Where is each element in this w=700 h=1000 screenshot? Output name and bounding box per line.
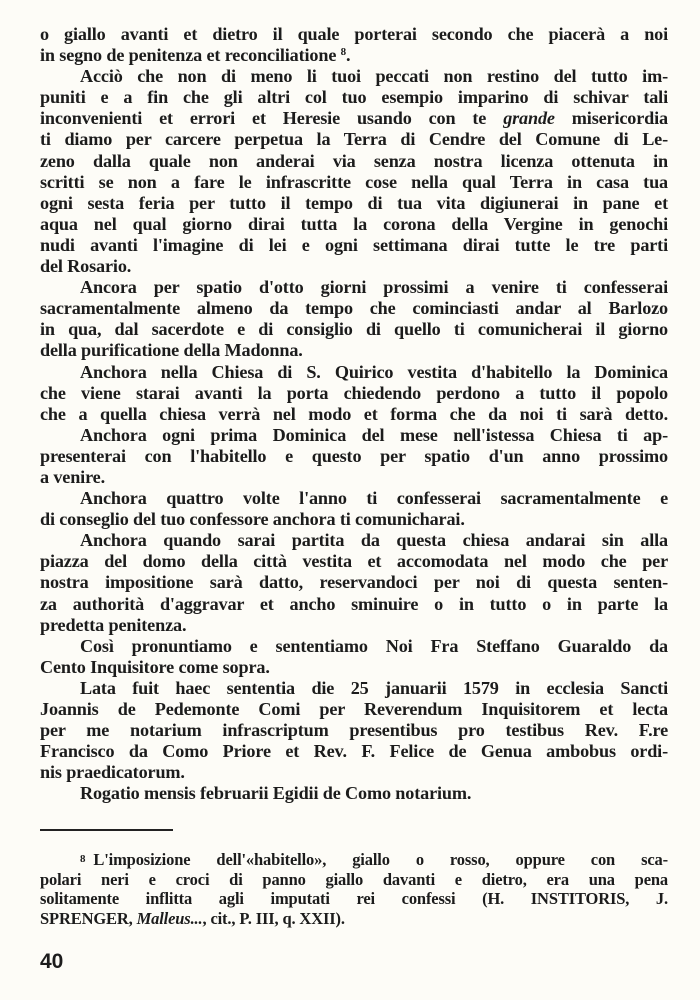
text-line: Lata fuit haec sententia die 25 januarii 1579 in ecclesia Sancti (80, 677, 668, 698)
text-line: Joannis de Pedemonte Comi per Reverendum Inquisitorem et lecta (40, 699, 668, 719)
text-line: o giallo avanti et dietro il quale porterai secondo che piacerà a noi (40, 24, 668, 44)
text-line: zeno dalla quale non anderai via senza nostra licenza ottenuta in (40, 150, 668, 171)
text-line: Così pronuntiamo e sententiamo Noi Fra Steffano Guaraldo da (80, 635, 668, 656)
text-line: puniti e a fin che gli altri col tuo esempio imparino di schivar tali (40, 87, 668, 108)
footnote-line: solitamente inflitta agli imputati rei confessi (H. INSTITORIS, J. (40, 889, 668, 908)
text-line: che viene starai avanti la porta chiedendo perdono a tutto il popolo (40, 382, 668, 403)
text-line: scritti se non a fare le infrascritte cose nella qual Terra in casa tua (40, 171, 668, 192)
text-line: Ancora per spatio d'otto giorni prossimi a venire ti confesserai (80, 277, 668, 298)
text-line: nudi avanti l'imagine di lei e ogni settimana dirai tutte le tre parti (40, 234, 668, 255)
text-line: in qua, dal sacerdote e di consiglio di quello ti comunicherai il giorno (40, 319, 668, 340)
italic-word: grande (503, 108, 555, 129)
text-line: Acciò che non di meno li tuoi peccati non restino del tutto im- (80, 66, 668, 87)
text-line: Anchora quattro volte l'anno ti confesserai sacramentalmente e (80, 488, 668, 509)
footnote (40, 850, 668, 928)
page-number: 40 (40, 950, 64, 973)
text-line: nostra impositione sarà datto, reservandoci per noi di questa senten- (40, 572, 668, 593)
text-line: Cento Inquisitore come sopra. (40, 656, 270, 677)
footnote-line: polari neri e croci di panno giallo davanti e dietro, era una pena (40, 869, 668, 889)
italic-title: Malleus... (136, 908, 203, 928)
main-text (40, 24, 668, 804)
text-line: che a quella chiesa verrà nel modo et forma che da noi ti sarà detto. (40, 403, 668, 424)
text-line: za authorità d'aggravar et ancho sminuire o in tutto o in parte la (40, 593, 668, 614)
text-line: in segno de penitenza et reconciliatione $^8$. (40, 45, 351, 66)
footnote-marker: 8 (80, 853, 86, 865)
text-line: a venire. (40, 466, 105, 487)
text-line: ti diamo per carcere perpetua la Terra di Cendre del Comune di Le- (40, 129, 668, 150)
text-line: Francisco da Como Priore et Rev. F. Felice de Genua ambobus ordi- (40, 741, 668, 762)
text-line: aqua nel qual giorno dirai tutta la corona della Vergine in genochi (40, 213, 668, 234)
text-line: della purificatione della Madonna. (40, 340, 303, 361)
text-line: presenterai con l'habitello e questo per spatio d'un anno prossimo (40, 445, 668, 466)
text-line: del Rosario. (40, 256, 132, 277)
text-line: nis praedicatorum. (40, 762, 185, 783)
text-line: Rogatio mensis februarii Egidii de Como notarium. (80, 783, 472, 804)
text-line: ogni sesta feria per tutto il tempo di tua vita digiunerai in pane et (40, 192, 668, 213)
text-line: piazza del domo della città vestita et accomodata nel modo che per (40, 551, 668, 572)
footnote-line: 8 L'imposizione dell'«habitello», giallo o rosso, oppure con sca- (80, 850, 668, 869)
footnote-reference[interactable]: 8 (340, 46, 347, 59)
text-line: sacramentalmente almeno da tempo che cominciasti andar al Barlozo (40, 298, 668, 319)
text-line: Anchora ogni prima Dominica del mese nell'istessa Chiesa ti ap- (80, 424, 668, 445)
text-line: di conseglio del tuo confessore anchora ti comunicharai. (40, 509, 465, 530)
text-line: predetta penitenza. (40, 614, 187, 635)
footnote-line: SPRENGER, Malleus..., cit., P. III, q. XXII). (40, 908, 345, 928)
text-line: Anchora quando sarai partita da questa chiesa andarai sin alla (80, 530, 668, 551)
footnote-divider (40, 829, 173, 831)
text-line: inconvenienti et errori et Heresie usando con te grande misericordia (40, 108, 668, 129)
text-line: per me notarium infrascriptum presentibus pro testibus Rev. F.re (40, 720, 668, 741)
text-line: Anchora nella Chiesa di S. Quirico vestita d'habitello la Dominica (80, 361, 668, 382)
